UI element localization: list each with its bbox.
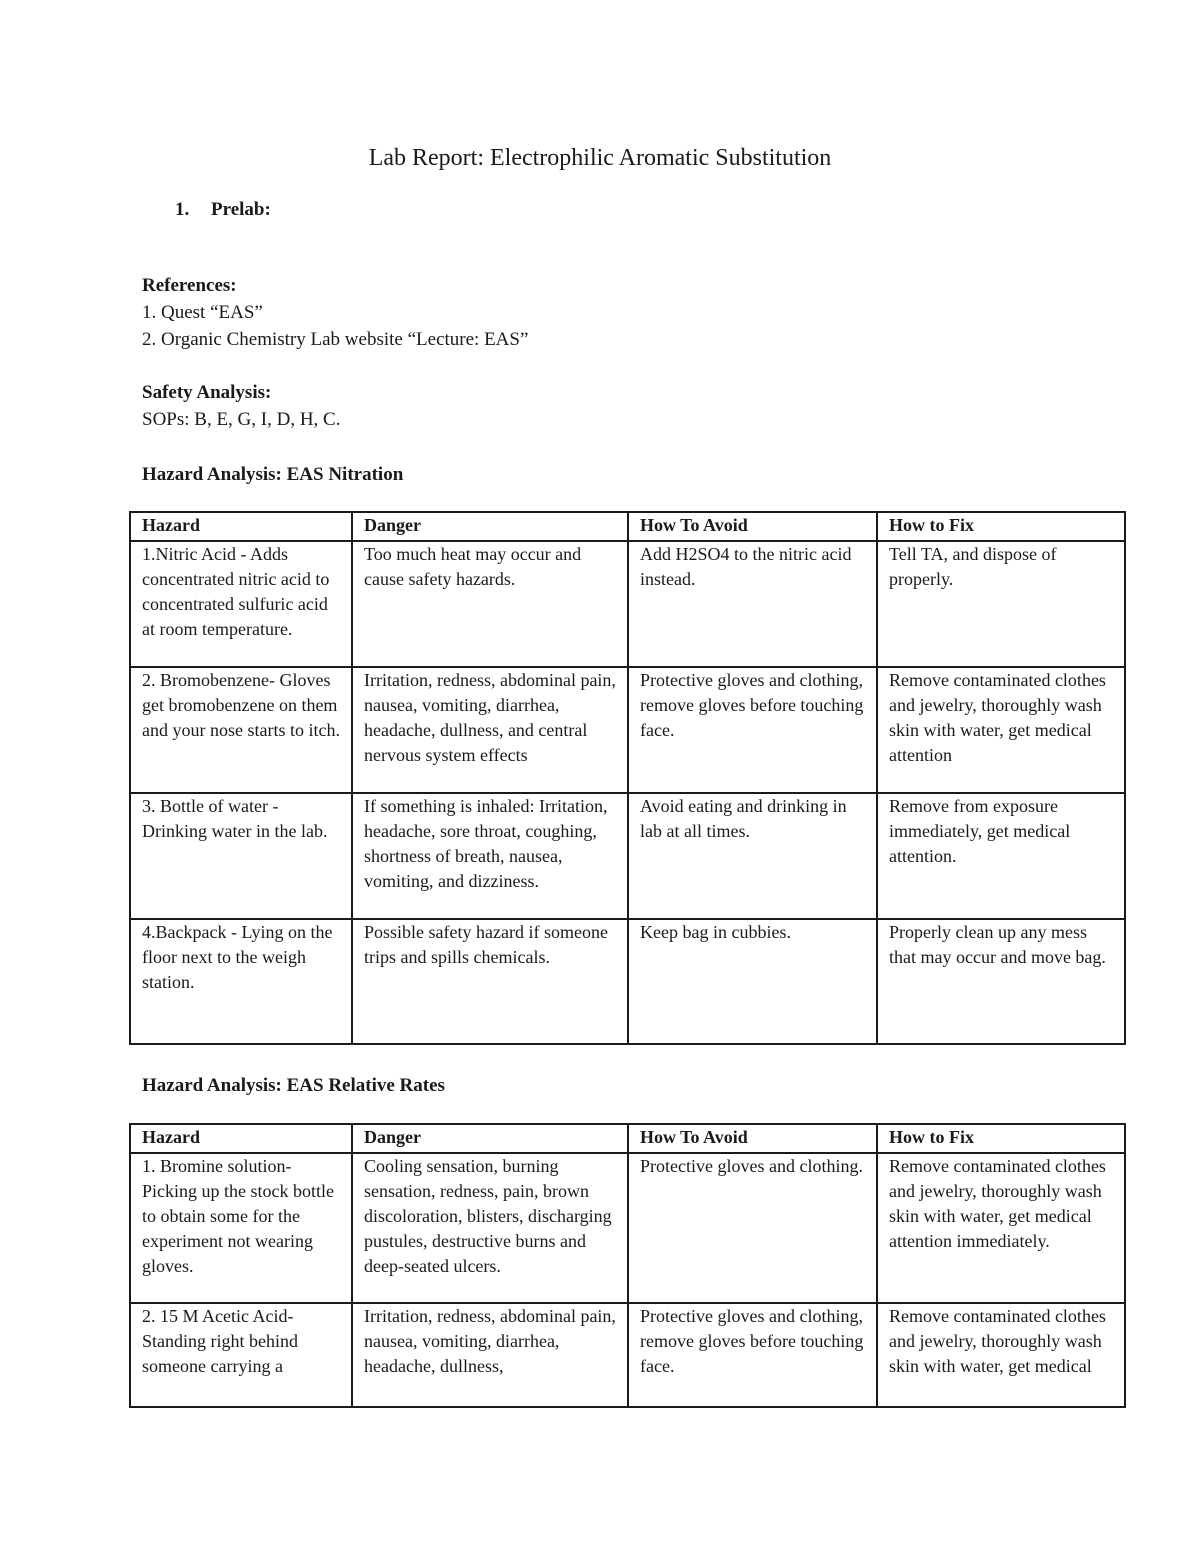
table-row	[130, 1303, 1125, 1407]
cell-hazard: 4.Backpack - Lying on the floor next to the weigh station.	[130, 919, 352, 1044]
header-danger: Danger	[352, 1124, 628, 1153]
header-hazard: Hazard	[130, 512, 352, 541]
section-number: 1.	[175, 199, 190, 220]
cell-danger: Irritation, redness, abdominal pain, nausea, vomiting, diarrhea, headache, dullness,	[352, 1303, 628, 1407]
cell-fix: Remove from exposure immediately, get medical attention.	[877, 793, 1125, 919]
section-label: Prelab:	[211, 199, 271, 220]
cell-danger: Cooling sensation, burning sensation, redness, pain, brown discoloration, blisters, discharging pustules, destructive burns and deep-seated ulcers.	[352, 1153, 628, 1303]
table-row	[130, 541, 1125, 667]
references-heading: References:	[142, 275, 237, 296]
table-row	[130, 1153, 1125, 1303]
cell-avoid: Protective gloves and clothing, remove gloves before touching face.	[628, 1303, 877, 1407]
cell-fix: Remove contaminated clothes and jewelry, thoroughly wash skin with water, get medical attention	[877, 667, 1125, 793]
table-row	[130, 667, 1125, 793]
cell-fix: Remove contaminated clothes and jewelry, thoroughly wash skin with water, get medical attention immediately.	[877, 1153, 1125, 1303]
nitration-heading: Hazard Analysis: EAS Nitration	[142, 464, 404, 485]
cell-hazard: 3. Bottle of water - Drinking water in the lab.	[130, 793, 352, 919]
cell-hazard: 2. 15 M Acetic Acid- Standing right behind someone carrying a	[130, 1303, 352, 1407]
table-header-row	[130, 1124, 1125, 1153]
cell-danger: Irritation, redness, abdominal pain, nausea, vomiting, diarrhea, headache, dullness, and central nervous system effects	[352, 667, 628, 793]
cell-hazard: 2. Bromobenzene- Gloves get bromobenzene on them and your nose starts to itch.	[130, 667, 352, 793]
reference-item: 2. Organic Chemistry Lab website “Lecture: EAS”	[142, 329, 529, 350]
cell-avoid: Add H2SO4 to the nitric acid instead.	[628, 541, 877, 667]
rates-hazard-table	[129, 1123, 1126, 1408]
header-how-to-avoid: How To Avoid	[628, 512, 877, 541]
cell-danger: If something is inhaled: Irritation, headache, sore throat, coughing, shortness of breath, nausea, vomiting, and dizziness.	[352, 793, 628, 919]
cell-avoid: Keep bag in cubbies.	[628, 919, 877, 1044]
safety-heading: Safety Analysis:	[142, 382, 272, 403]
cell-hazard: 1. Bromine solution- Picking up the stock bottle to obtain some for the experiment not wearing gloves.	[130, 1153, 352, 1303]
safety-block	[142, 379, 340, 433]
section-heading-prelab	[175, 197, 271, 223]
header-how-to-avoid: How To Avoid	[628, 1124, 877, 1153]
sops-text: SOPs: B, E, G, I, D, H, C.	[142, 409, 341, 430]
header-how-to-fix: How to Fix	[877, 512, 1125, 541]
cell-fix: Remove contaminated clothes and jewelry, thoroughly wash skin with water, get medical	[877, 1303, 1125, 1407]
cell-danger: Too much heat may occur and cause safety hazards.	[352, 541, 628, 667]
cell-avoid: Avoid eating and drinking in lab at all times.	[628, 793, 877, 919]
cell-danger: Possible safety hazard if someone trips and spills chemicals.	[352, 919, 628, 1044]
header-how-to-fix: How to Fix	[877, 1124, 1125, 1153]
cell-avoid: Protective gloves and clothing, remove gloves before touching face.	[628, 667, 877, 793]
nitration-hazard-table	[129, 511, 1126, 1045]
table-header-row	[130, 512, 1125, 541]
cell-fix: Properly clean up any mess that may occur and move bag.	[877, 919, 1125, 1044]
cell-hazard: 1.Nitric Acid - Adds concentrated nitric acid to concentrated sulfuric acid at room temperature.	[130, 541, 352, 667]
header-hazard: Hazard	[130, 1124, 352, 1153]
page-title: Lab Report: Electrophilic Aromatic Substitution	[368, 145, 832, 171]
cell-avoid: Protective gloves and clothing.	[628, 1153, 877, 1303]
rates-heading: Hazard Analysis: EAS Relative Rates	[142, 1075, 445, 1096]
reference-item: 1. Quest “EAS”	[142, 302, 263, 323]
table-row	[130, 919, 1125, 1044]
table-row	[130, 793, 1125, 919]
cell-fix: Tell TA, and dispose of properly.	[877, 541, 1125, 667]
references-block	[142, 272, 528, 353]
header-danger: Danger	[352, 512, 628, 541]
